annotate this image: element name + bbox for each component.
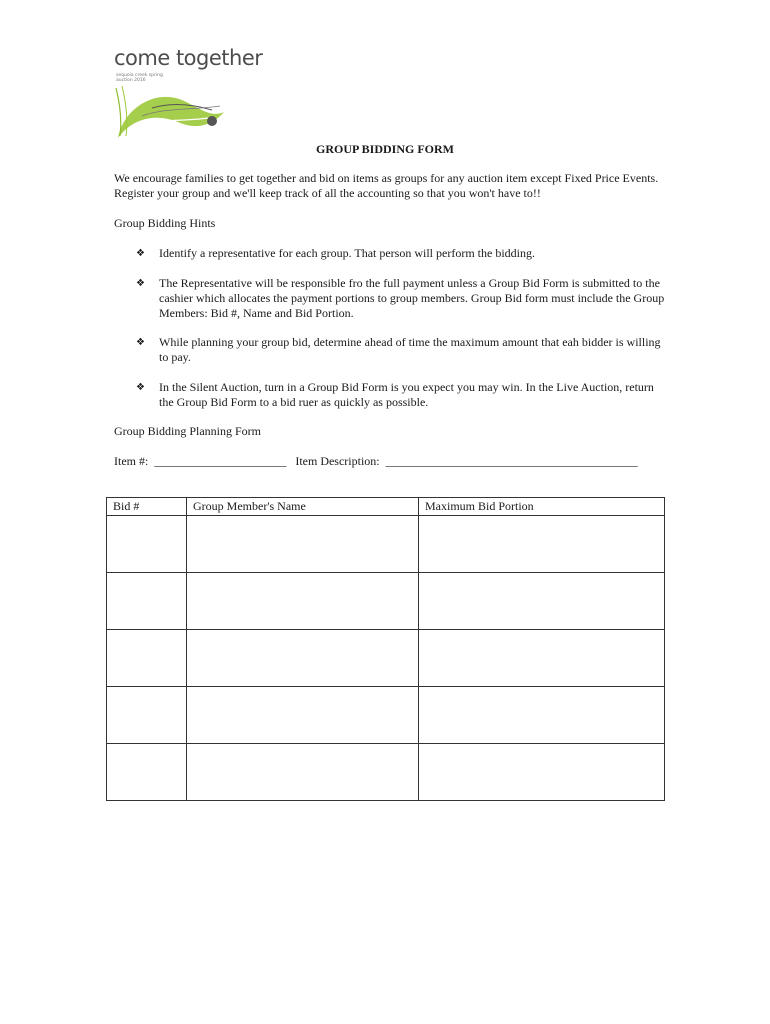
diamond-bullet-icon: ❖ [136, 337, 145, 348]
table-row [107, 573, 665, 630]
bid-number-cell[interactable] [107, 630, 187, 687]
bid-number-cell[interactable] [107, 516, 187, 573]
table-row [107, 630, 665, 687]
max-bid-cell[interactable] [419, 744, 665, 801]
member-name-cell[interactable] [187, 573, 419, 630]
hint-item [136, 246, 666, 261]
hint-item [136, 380, 666, 410]
fish-logo-art [112, 82, 232, 140]
bid-number-cell[interactable] [107, 744, 187, 801]
table-header-row [107, 498, 665, 516]
column-header-max-bid: Maximum Bid Portion [419, 498, 665, 516]
column-header-member-name: Group Member's Name [187, 498, 419, 516]
max-bid-cell[interactable] [419, 687, 665, 744]
hint-text: In the Silent Auction, turn in a Group Bid Form is you expect you may win. In the Live Auction, return the Group Bid Form to a bid ruer as quickly as possible. [159, 380, 654, 409]
diamond-bullet-icon: ❖ [136, 278, 145, 289]
hint-text: Identify a representative for each group. That person will perform the bidding. [159, 246, 535, 260]
form-title: GROUP BIDDING FORM [316, 142, 454, 156]
hint-item [136, 276, 666, 321]
table-row [107, 516, 665, 573]
member-name-cell[interactable] [187, 687, 419, 744]
hints-heading: Group Bidding Hints [114, 216, 216, 230]
logo-title: come together [114, 46, 263, 70]
max-bid-cell[interactable] [419, 573, 665, 630]
hint-text: The Representative will be responsible fro the full payment unless a Group Bid Form is submitted to the cashier which allocates the payment portions to group members. Group Bid form must include the Group Members: Bid #, Name and Bid Portion. [159, 276, 665, 320]
item-fields-line: Item #: ______________________ Item Description: __________________________________________ [114, 454, 638, 468]
max-bid-cell[interactable] [419, 516, 665, 573]
column-header-bid-number: Bid # [107, 498, 187, 516]
hint-item [136, 335, 666, 365]
planning-heading: Group Bidding Planning Form [114, 424, 262, 438]
table-row [107, 744, 665, 801]
intro-paragraph: We encourage families to get together and bid on items as groups for any auction item except Fixed Price Events. Register your group and we'll keep track of all the accounting so that you won't have to!! [114, 171, 659, 200]
group-bid-table [106, 497, 665, 801]
diamond-bullet-icon: ❖ [136, 382, 145, 393]
hint-text: While planning your group bid, determine ahead of time the maximum amount that eah bidder is willing to pay. [159, 335, 661, 364]
max-bid-cell[interactable] [419, 630, 665, 687]
member-name-cell[interactable] [187, 516, 419, 573]
table-row [107, 687, 665, 744]
bid-number-cell[interactable] [107, 573, 187, 630]
diamond-bullet-icon: ❖ [136, 248, 145, 259]
member-name-cell[interactable] [187, 744, 419, 801]
bid-number-cell[interactable] [107, 687, 187, 744]
member-name-cell[interactable] [187, 630, 419, 687]
logo-subtitle: sequoia creek spring auction 2016 [116, 73, 163, 83]
